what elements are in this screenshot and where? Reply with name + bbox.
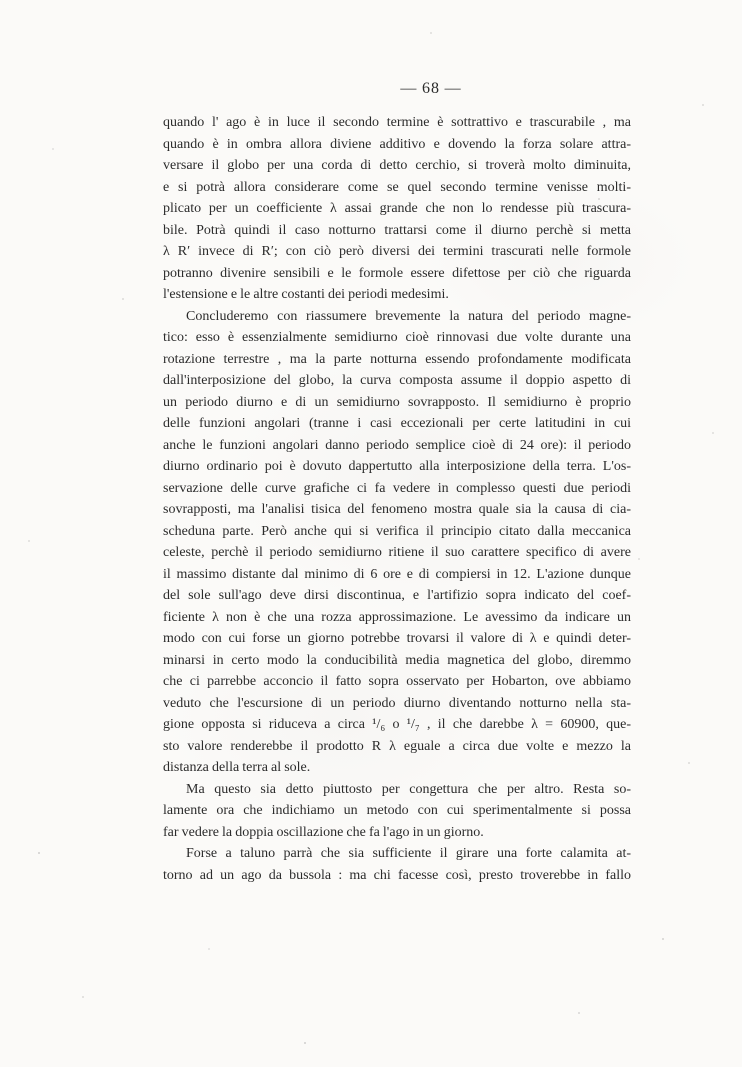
text-line: λ R′ invece di R′; con ciò però diversi dei termini trascurati nelle formole xyxy=(163,244,631,259)
text-line: tico: esso è essenzialmente semidiurno cioè rinnovasi due volte durante una xyxy=(163,330,631,345)
text-line: distanza della terra al sole. xyxy=(163,760,311,775)
paragraph xyxy=(163,112,631,306)
text-line: ficiente λ non è che una rozza approssimazione. Le avessimo da indicare un xyxy=(163,609,631,625)
text-line: minarsi in certo modo la conducibilità media magnetica del globo, diremmo xyxy=(163,652,631,668)
text-line: sovrapposti, ma l'analisi tisica del fenomeno mostra quale sia la causa di cia- xyxy=(163,502,631,517)
paragraphs-container xyxy=(163,112,631,886)
page-number: — 68 — xyxy=(400,80,462,97)
text-line: quando l' ago è in luce il secondo termine è sottrattivo e trascurabile , ma xyxy=(163,115,631,130)
text-line: diurno ordinario poi è dovuto dappertutto alla interposizione della terra. L'os- xyxy=(163,459,631,474)
paragraph xyxy=(163,843,631,886)
text-line: dall'interposizione del globo, la curva composta assume il doppio aspetto di xyxy=(163,373,631,388)
text-line: che ci parrebbe acconcio il fatto sopra osservato per Hobarton, ove abbiamo xyxy=(163,674,631,689)
text-line: Concluderemo con riassumere brevemente la natura del periodo magne- xyxy=(186,308,631,324)
text-line: un periodo diurno e di un semidiurno sovrapposto. Il semidiurno è proprio xyxy=(163,394,631,410)
text-line: far vedere la doppia oscillazione che fa l'ago in un giorno. xyxy=(163,824,484,840)
text-line: anche le funzioni angolari danno periodo semplice cioè di 24 ore): il periodo xyxy=(163,437,631,453)
page-text-block xyxy=(163,78,631,886)
text-line: gione opposta si riduceva a circa ¹/₆ o ¹/₇ , il che darebbe λ = 60900, que- xyxy=(163,717,631,732)
text-line: l'estensione e le altre costanti dei periodi medesimi. xyxy=(163,287,449,302)
text-line: veduto che l'escursione di un periodo diurno diventando notturno nella sta- xyxy=(163,695,631,711)
text-line: sto valore renderebbe il prodotto R λ eguale a circa due volte e mezzo la xyxy=(163,738,631,754)
text-line: potranno divenire sensibili e le formole essere difettose per ciò che riguarda xyxy=(163,265,631,281)
text-line: versare il globo per una corda di detto cerchio, si troverà molto diminuita, xyxy=(163,158,631,173)
text-line: modo con cui forse un giorno potrebbe trovarsi il valore di λ e quindi deter- xyxy=(163,631,631,646)
text-line: plicato per un coefficiente λ assai grande che non lo rendesse più trascura- xyxy=(163,201,631,216)
paragraph xyxy=(163,306,631,779)
text-line: Ma questo sia detto piuttosto per congettura che per altro. Resta so- xyxy=(186,781,631,797)
text-line: celeste, perchè il periodo semidiurno ritiene il suo carattere specifico di avere xyxy=(163,545,631,560)
text-line: il massimo distante dal minimo di 6 ore e di compiersi in 12. L'azione dunque xyxy=(163,566,631,582)
text-line: servazione delle curve grafiche ci fa vedere in complesso questi due periodi xyxy=(163,480,631,496)
text-line: del sole sull'ago deve dirsi discontinua, e l'artifizio sopra indicato del coef- xyxy=(163,588,631,603)
text-line: bile. Potrà quindi il caso notturno trattarsi come il diurno perchè si metta xyxy=(163,222,631,238)
text-line: e si potrà allora considerare come se quel secondo termine venisse molti- xyxy=(163,179,631,195)
text-line: quando è in ombra allora diviene additivo e dovendo la forza solare attra- xyxy=(163,136,631,152)
text-line: rotazione terrestre , ma la parte notturna essendo profondamente modificata xyxy=(163,351,631,367)
paragraph xyxy=(163,779,631,844)
paper-speckles xyxy=(0,0,2,2)
text-line: delle funzioni angolari (tranne i casi eccezionali per certe latitudini in cui xyxy=(163,416,631,431)
text-line: scheduna parte. Però anche qui si verifica il principio citato dalla meccanica xyxy=(163,523,631,539)
text-line: torno ad un ago da bussola : ma chi facesse così, presto troverebbe in fallo xyxy=(163,867,631,883)
text-line: Forse a taluno parrà che sia sufficiente il girare una forte calamita at- xyxy=(186,846,631,861)
text-line: lamente ora che indichiamo un metodo con cui sperimentalmente si possa xyxy=(163,803,631,818)
